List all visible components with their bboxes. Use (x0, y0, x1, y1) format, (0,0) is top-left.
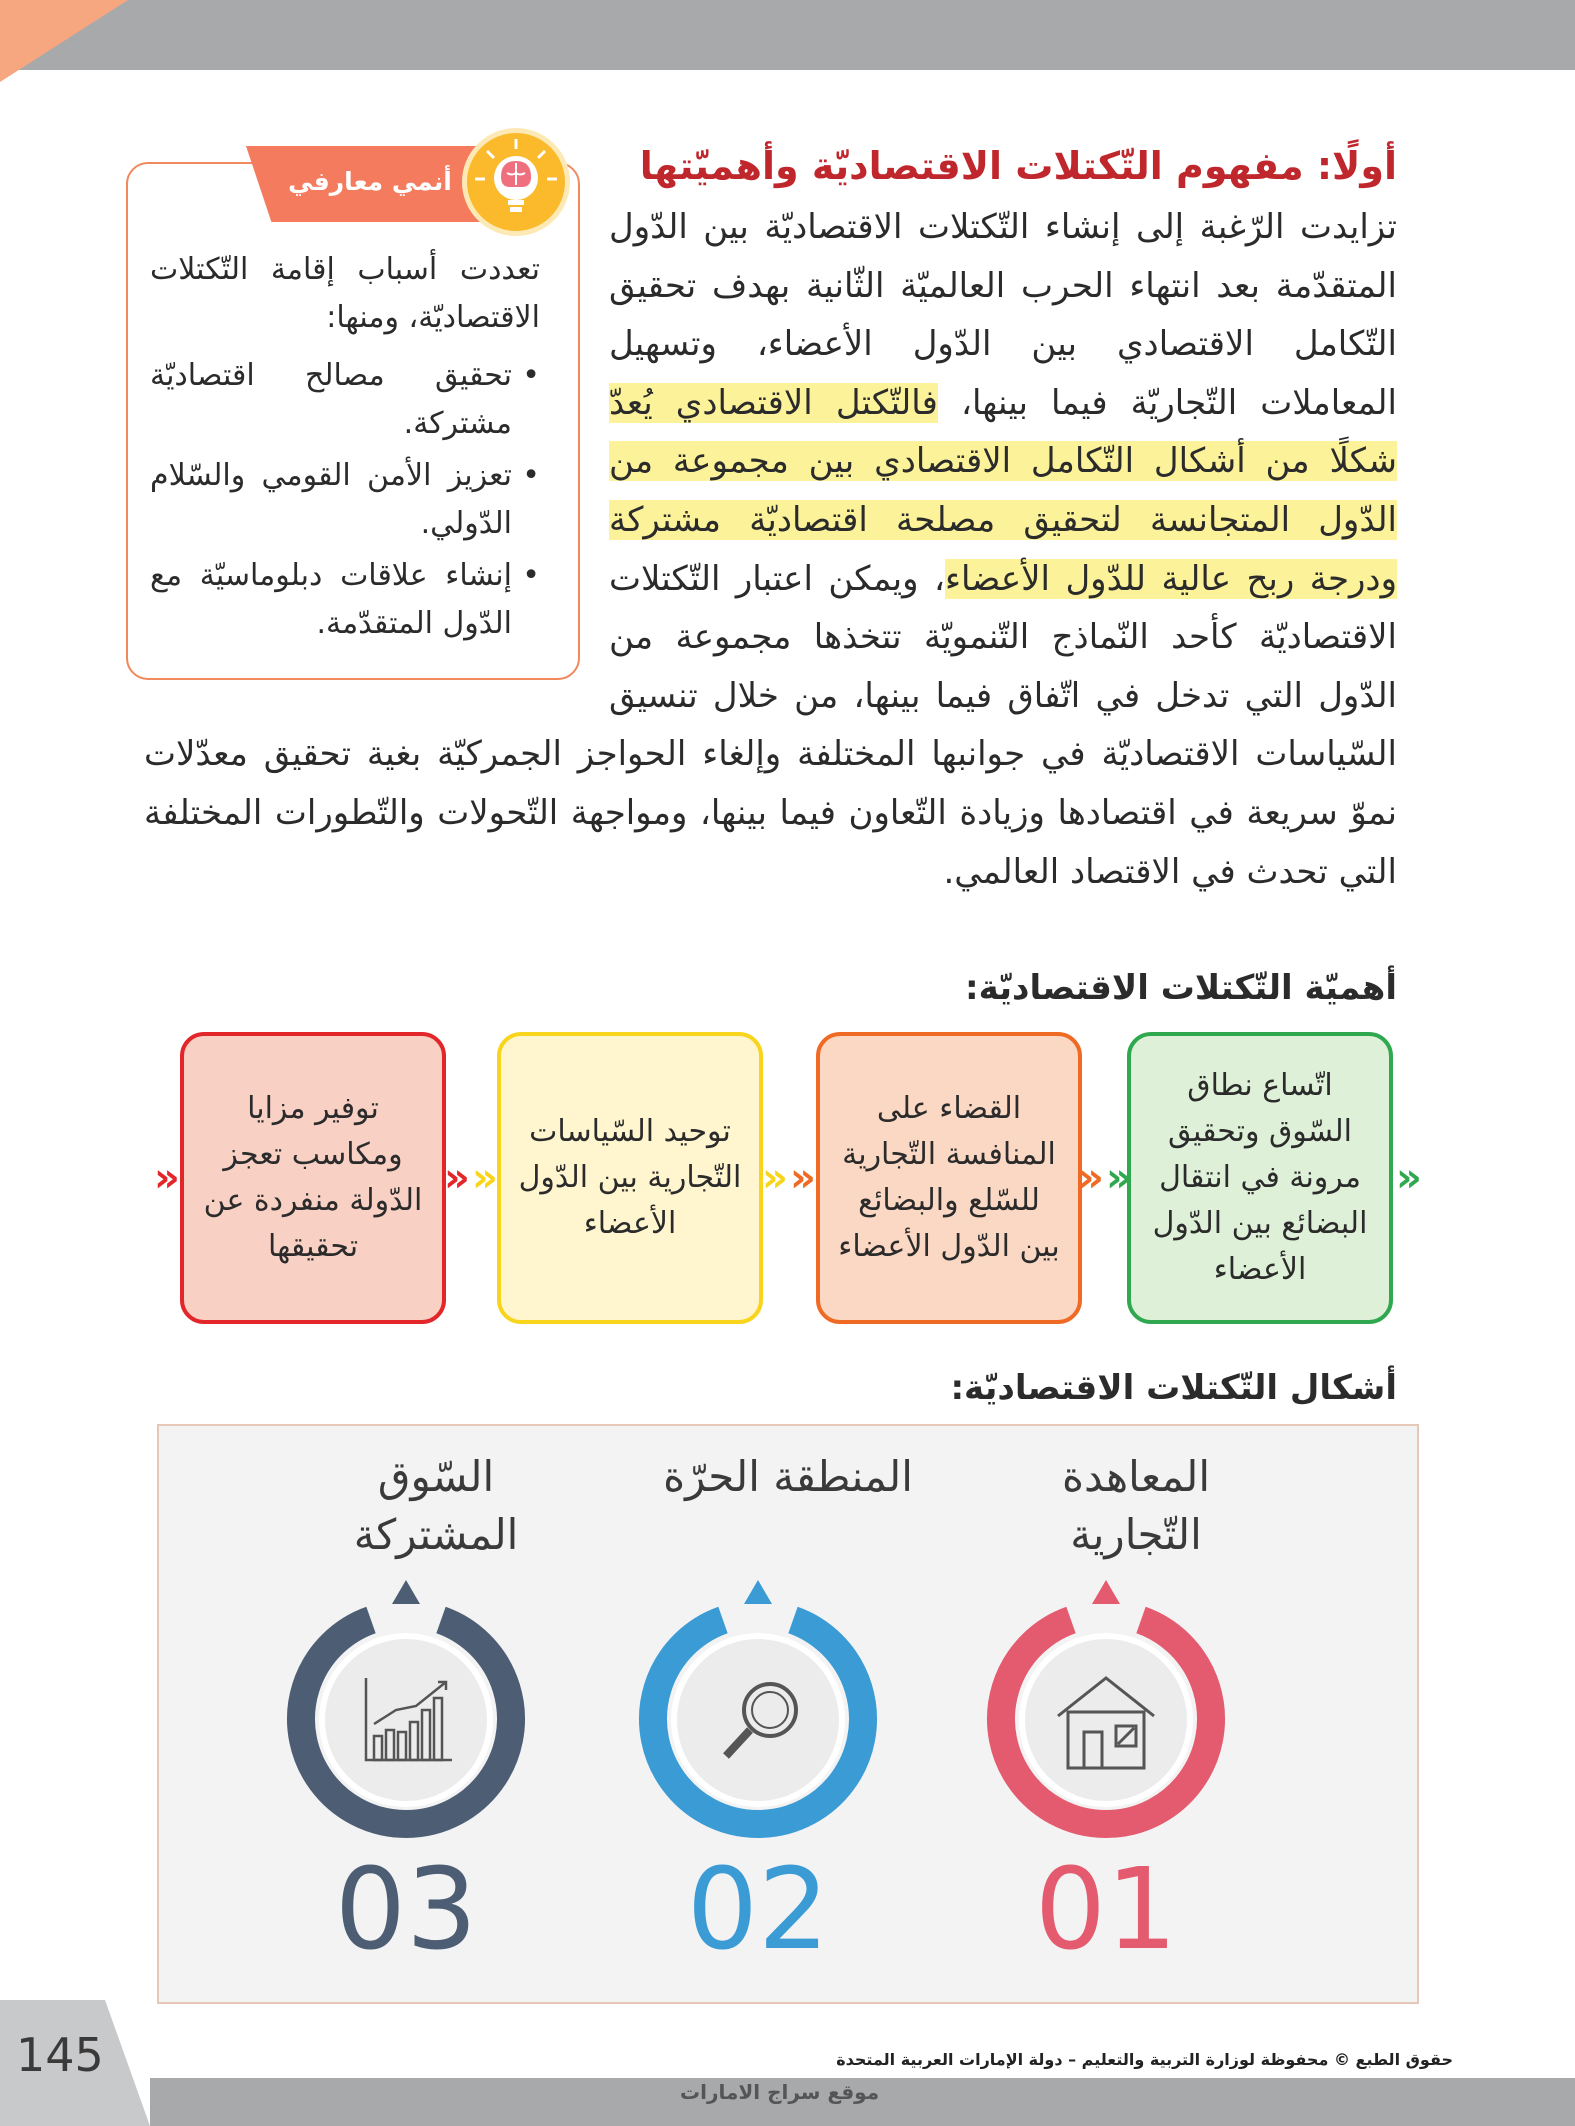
footer-site-name: موقع سراج الامارات (680, 2080, 880, 2104)
forms-title: أشكال التّكتلات الاقتصاديّة: (950, 1368, 1397, 1408)
list-item: • تحقيق مصالح اقتصاديّة مشتركة. (150, 352, 540, 448)
corner-tab (0, 0, 128, 82)
section-title: أولًا: مفهوم التّكتلات الاقتصاديّة وأهميّتها (639, 144, 1397, 188)
form-label-trade-treaty: المعاهدة التّجارية (1061, 1452, 1210, 1559)
copyright-text: حقوق الطبع © محفوظة لوزارة التربية والتعليم – دولة الإمارات العربية المتحدة (836, 2050, 1453, 2069)
importance-title: أهميّة التّكتلات الاقتصاديّة: (965, 968, 1397, 1008)
importance-card (497, 1032, 763, 1324)
info-intro: تعددت أسباب إقامة التّكتلات الاقتصاديّة، ومنها: (150, 252, 540, 335)
info-ribbon-label: أنمي معارفي (288, 167, 452, 196)
chevron-icon: « (154, 1155, 180, 1201)
form-ring-02 (628, 1560, 888, 1850)
highlighted-definition: فالتّكتل الاقتصادي يُعدّ شكلًا من أشكال التّكامل الاقتصادي بين مجموعة من الدّول المتجانسة لتحقيق مصلحة اقتصاديّة مشتركة ودرجة ربح عالية للدّول الأعضاء (609, 382, 1397, 599)
card-text: توحيد السّياسات التّجارية بين الدّول الأعضاء (518, 1114, 742, 1241)
chevron-icon: « (790, 1155, 816, 1201)
form-number-03: 03 (334, 1845, 478, 1975)
list-item: • إنشاء علاقات دبلوماسيّة مع الدّول المتقدّمة. (150, 552, 540, 648)
form-number-01: 01 (1034, 1845, 1178, 1975)
form-ring-01 (976, 1560, 1236, 1850)
card-text: القضاء على المنافسة التّجارية للسّلع والبضائع بين الدّول الأعضاء (838, 1091, 1060, 1264)
card-text: توفير مزايا ومكاسب تعجز الدّولة منفردة عن تحقيقها (203, 1091, 423, 1264)
page-number: 145 (16, 2028, 104, 2082)
form-number-02: 02 (686, 1845, 830, 1975)
form-label-free-zone: المنطقة الحرّة (663, 1452, 913, 1501)
importance-card (1127, 1032, 1393, 1324)
main-paragraph (144, 198, 1397, 901)
chevron-icon: « (444, 1155, 470, 1201)
list-item: • تعزيز الأمن القومي والسّلام الدّولي. (150, 452, 540, 548)
chevron-icon: « (1396, 1155, 1422, 1201)
paragraph-text: ، ويمكن اعتبار التّكتلات الاقتصاديّة كأحد النّماذج التّنمويّة تتخذها مجموعة من الدّول التي تدخل في اتّفاق فيما بينها، من خلال تنسيق السّياسات الاقتصاديّة في جوانبها المختلفة وإلغاء الحواجز الجمركيّة بغية تحقيق معدّلات نموّ سريعة في اقتصادها وزيادة التّعاون فيما بينها، ومواجهة التّحولات والتّطورات المختلفة التي تحدث في الاقتصاد العالمي. (144, 558, 1397, 892)
chevron-icon: « (1078, 1155, 1104, 1201)
chevron-icon: « (1106, 1155, 1132, 1201)
form-ring-03 (276, 1560, 536, 1850)
chevron-icon: « (762, 1155, 788, 1201)
chevron-icon: « (472, 1155, 498, 1201)
card-text: اتّساع نطاق السّوق وتحقيق مرونة في انتقال البضائع بين الدّول الأعضاء (1152, 1068, 1368, 1287)
form-label-common-market: السّوق المشتركة (353, 1452, 519, 1559)
importance-card (816, 1032, 1082, 1324)
paragraph-text: تزايدت الرّغبة إلى إنشاء التّكتلات الاقتصاديّة بين الدّول المتقدّمة بعد انتهاء الحرب العالميّة الثّانية بهدف تحقيق التّكامل الاقتصادي بين الدّول الأعضاء، وتسهيل المعاملات التّجاريّة فيما بينها، (609, 207, 1397, 423)
header-bar (0, 0, 1575, 70)
importance-card (180, 1032, 446, 1324)
